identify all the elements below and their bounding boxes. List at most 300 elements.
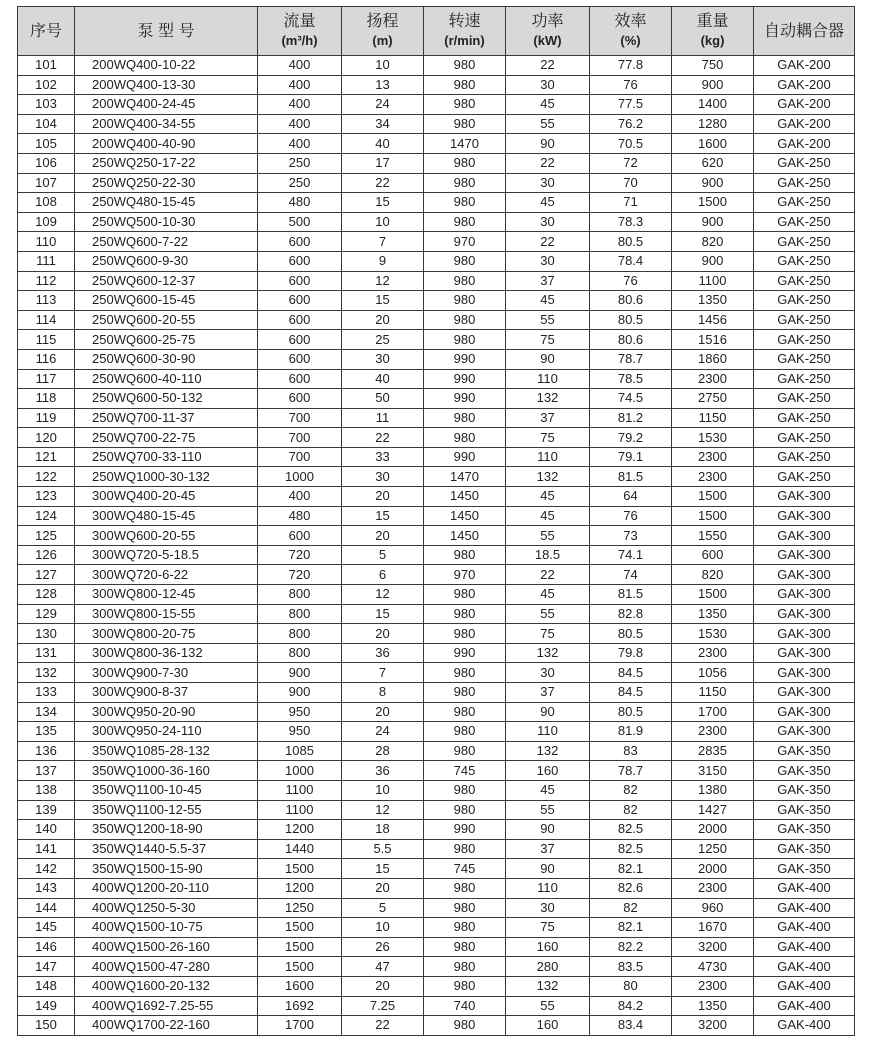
table-row <box>18 898 855 918</box>
cell-weight: 2300 <box>672 467 754 487</box>
cell-flow: 600 <box>258 291 342 311</box>
header-coupler <box>754 7 855 56</box>
cell-flow: 1600 <box>258 976 342 996</box>
cell-head: 9 <box>342 251 424 271</box>
cell-head: 12 <box>342 585 424 605</box>
cell-flow: 800 <box>258 643 342 663</box>
table-row <box>18 741 855 761</box>
cell-coupler: GAK-300 <box>754 526 855 546</box>
cell-model: 350WQ1500-15-90 <box>75 859 258 879</box>
cell-eff: 82.5 <box>590 839 672 859</box>
cell-power: 22 <box>506 56 590 76</box>
cell-speed: 745 <box>424 859 506 879</box>
cell-flow: 800 <box>258 624 342 644</box>
cell-coupler: GAK-300 <box>754 663 855 683</box>
cell-flow: 1200 <box>258 878 342 898</box>
cell-power: 55 <box>506 604 590 624</box>
table-row <box>18 56 855 76</box>
cell-power: 90 <box>506 820 590 840</box>
cell-no: 114 <box>18 310 75 330</box>
cell-eff: 78.7 <box>590 761 672 781</box>
table-row <box>18 291 855 311</box>
cell-weight: 2300 <box>672 722 754 742</box>
cell-model: 250WQ700-11-37 <box>75 408 258 428</box>
cell-weight: 1100 <box>672 271 754 291</box>
cell-weight: 2300 <box>672 643 754 663</box>
cell-head: 36 <box>342 643 424 663</box>
cell-power: 22 <box>506 153 590 173</box>
cell-eff: 77.8 <box>590 56 672 76</box>
cell-model: 300WQ800-20-75 <box>75 624 258 644</box>
cell-weight: 1350 <box>672 604 754 624</box>
cell-no: 133 <box>18 683 75 703</box>
cell-power: 110 <box>506 369 590 389</box>
cell-flow: 600 <box>258 389 342 409</box>
cell-power: 30 <box>506 663 590 683</box>
cell-no: 126 <box>18 545 75 565</box>
cell-head: 20 <box>342 487 424 507</box>
cell-head: 47 <box>342 957 424 977</box>
table-row <box>18 310 855 330</box>
cell-coupler: GAK-250 <box>754 193 855 213</box>
cell-eff: 78.3 <box>590 212 672 232</box>
cell-speed: 980 <box>424 663 506 683</box>
cell-power: 132 <box>506 741 590 761</box>
cell-eff: 70 <box>590 173 672 193</box>
table-row <box>18 95 855 115</box>
cell-weight: 620 <box>672 153 754 173</box>
cell-power: 37 <box>506 271 590 291</box>
cell-flow: 600 <box>258 349 342 369</box>
cell-eff: 82 <box>590 780 672 800</box>
cell-coupler: GAK-400 <box>754 918 855 938</box>
cell-power: 160 <box>506 761 590 781</box>
cell-speed: 990 <box>424 447 506 467</box>
table-row <box>18 957 855 977</box>
cell-head: 12 <box>342 271 424 291</box>
header-eff-unit: (%) <box>620 33 641 48</box>
cell-flow: 1500 <box>258 918 342 938</box>
cell-coupler: GAK-250 <box>754 447 855 467</box>
cell-head: 7.25 <box>342 996 424 1016</box>
cell-coupler: GAK-350 <box>754 761 855 781</box>
cell-model: 250WQ500-10-30 <box>75 212 258 232</box>
header-no <box>18 7 75 56</box>
cell-flow: 1500 <box>258 957 342 977</box>
cell-power: 45 <box>506 95 590 115</box>
cell-speed: 980 <box>424 683 506 703</box>
table-row <box>18 271 855 291</box>
cell-model: 250WQ250-22-30 <box>75 173 258 193</box>
cell-model: 250WQ700-22-75 <box>75 428 258 448</box>
cell-speed: 980 <box>424 800 506 820</box>
cell-eff: 80.5 <box>590 702 672 722</box>
cell-model: 350WQ1085-28-132 <box>75 741 258 761</box>
cell-eff: 82.1 <box>590 859 672 879</box>
cell-weight: 1056 <box>672 663 754 683</box>
table-row <box>18 859 855 879</box>
cell-head: 28 <box>342 741 424 761</box>
cell-coupler: GAK-250 <box>754 232 855 252</box>
cell-model: 300WQ400-20-45 <box>75 487 258 507</box>
cell-coupler: GAK-300 <box>754 683 855 703</box>
cell-head: 5.5 <box>342 839 424 859</box>
cell-power: 132 <box>506 643 590 663</box>
cell-head: 5 <box>342 545 424 565</box>
cell-eff: 82.8 <box>590 604 672 624</box>
cell-speed: 980 <box>424 173 506 193</box>
cell-speed: 980 <box>424 408 506 428</box>
cell-model: 300WQ480-15-45 <box>75 506 258 526</box>
table-row <box>18 506 855 526</box>
spec-table-container <box>17 6 855 1036</box>
cell-no: 125 <box>18 526 75 546</box>
cell-no: 146 <box>18 937 75 957</box>
cell-no: 129 <box>18 604 75 624</box>
cell-head: 20 <box>342 526 424 546</box>
cell-power: 160 <box>506 937 590 957</box>
table-row <box>18 330 855 350</box>
cell-weight: 1280 <box>672 114 754 134</box>
cell-speed: 980 <box>424 95 506 115</box>
cell-power: 75 <box>506 624 590 644</box>
cell-head: 17 <box>342 153 424 173</box>
table-row <box>18 604 855 624</box>
cell-speed: 970 <box>424 232 506 252</box>
cell-flow: 900 <box>258 663 342 683</box>
cell-flow: 800 <box>258 585 342 605</box>
cell-flow: 700 <box>258 428 342 448</box>
header-speed-label: 转速 <box>448 13 481 30</box>
table-row <box>18 134 855 154</box>
cell-flow: 600 <box>258 232 342 252</box>
cell-coupler: GAK-250 <box>754 271 855 291</box>
cell-weight: 1700 <box>672 702 754 722</box>
cell-no: 143 <box>18 878 75 898</box>
cell-power: 45 <box>506 487 590 507</box>
header-weight-label: 重量 <box>696 13 729 30</box>
cell-weight: 960 <box>672 898 754 918</box>
cell-weight: 1150 <box>672 408 754 428</box>
cell-eff: 84.5 <box>590 683 672 703</box>
table-row <box>18 545 855 565</box>
cell-weight: 1516 <box>672 330 754 350</box>
cell-coupler: GAK-400 <box>754 1016 855 1036</box>
cell-eff: 79.8 <box>590 643 672 663</box>
cell-power: 45 <box>506 780 590 800</box>
cell-speed: 980 <box>424 291 506 311</box>
cell-model: 400WQ1692-7.25-55 <box>75 996 258 1016</box>
header-power-unit: (kW) <box>533 33 562 48</box>
cell-no: 107 <box>18 173 75 193</box>
cell-flow: 1200 <box>258 820 342 840</box>
cell-no: 119 <box>18 408 75 428</box>
cell-head: 36 <box>342 761 424 781</box>
cell-weight: 820 <box>672 232 754 252</box>
cell-eff: 83.5 <box>590 957 672 977</box>
cell-coupler: GAK-300 <box>754 487 855 507</box>
cell-head: 10 <box>342 918 424 938</box>
cell-head: 20 <box>342 878 424 898</box>
cell-eff: 78.5 <box>590 369 672 389</box>
cell-eff: 81.5 <box>590 467 672 487</box>
cell-head: 13 <box>342 75 424 95</box>
cell-eff: 82.1 <box>590 918 672 938</box>
cell-flow: 400 <box>258 75 342 95</box>
cell-no: 123 <box>18 487 75 507</box>
cell-weight: 1600 <box>672 134 754 154</box>
cell-head: 15 <box>342 193 424 213</box>
cell-speed: 980 <box>424 56 506 76</box>
cell-head: 30 <box>342 467 424 487</box>
cell-coupler: GAK-250 <box>754 330 855 350</box>
cell-weight: 900 <box>672 173 754 193</box>
cell-eff: 77.5 <box>590 95 672 115</box>
cell-flow: 1500 <box>258 859 342 879</box>
cell-weight: 1350 <box>672 996 754 1016</box>
cell-flow: 1250 <box>258 898 342 918</box>
cell-model: 200WQ400-10-22 <box>75 56 258 76</box>
cell-power: 22 <box>506 565 590 585</box>
cell-coupler: GAK-400 <box>754 937 855 957</box>
cell-eff: 82 <box>590 898 672 918</box>
cell-no: 148 <box>18 976 75 996</box>
cell-head: 33 <box>342 447 424 467</box>
cell-coupler: GAK-250 <box>754 428 855 448</box>
cell-model: 250WQ600-9-30 <box>75 251 258 271</box>
cell-eff: 76 <box>590 75 672 95</box>
cell-speed: 980 <box>424 839 506 859</box>
cell-flow: 1085 <box>258 741 342 761</box>
cell-no: 130 <box>18 624 75 644</box>
cell-head: 22 <box>342 173 424 193</box>
cell-model: 250WQ1000-30-132 <box>75 467 258 487</box>
cell-speed: 990 <box>424 820 506 840</box>
cell-head: 10 <box>342 780 424 800</box>
cell-flow: 1700 <box>258 1016 342 1036</box>
cell-head: 40 <box>342 134 424 154</box>
pump-spec-table <box>17 6 855 1036</box>
cell-coupler: GAK-200 <box>754 56 855 76</box>
cell-no: 118 <box>18 389 75 409</box>
cell-coupler: GAK-350 <box>754 820 855 840</box>
cell-speed: 990 <box>424 369 506 389</box>
cell-eff: 76.2 <box>590 114 672 134</box>
cell-coupler: GAK-300 <box>754 643 855 663</box>
cell-speed: 1470 <box>424 467 506 487</box>
cell-power: 280 <box>506 957 590 977</box>
cell-coupler: GAK-300 <box>754 565 855 585</box>
cell-speed: 980 <box>424 722 506 742</box>
cell-speed: 745 <box>424 761 506 781</box>
cell-weight: 600 <box>672 545 754 565</box>
cell-coupler: GAK-400 <box>754 996 855 1016</box>
cell-no: 138 <box>18 780 75 800</box>
cell-no: 135 <box>18 722 75 742</box>
cell-no: 134 <box>18 702 75 722</box>
cell-speed: 980 <box>424 310 506 330</box>
cell-eff: 79.2 <box>590 428 672 448</box>
cell-no: 144 <box>18 898 75 918</box>
table-row <box>18 428 855 448</box>
cell-head: 24 <box>342 95 424 115</box>
cell-eff: 81.9 <box>590 722 672 742</box>
header-power <box>506 7 590 56</box>
cell-no: 110 <box>18 232 75 252</box>
cell-weight: 1456 <box>672 310 754 330</box>
header-eff <box>590 7 672 56</box>
cell-flow: 1000 <box>258 761 342 781</box>
table-row <box>18 996 855 1016</box>
header-power-label: 功率 <box>531 13 564 30</box>
cell-coupler: GAK-250 <box>754 291 855 311</box>
cell-power: 132 <box>506 976 590 996</box>
cell-weight: 2300 <box>672 447 754 467</box>
cell-head: 50 <box>342 389 424 409</box>
table-row <box>18 114 855 134</box>
cell-speed: 980 <box>424 428 506 448</box>
table-row <box>18 369 855 389</box>
cell-eff: 83 <box>590 741 672 761</box>
cell-head: 10 <box>342 212 424 232</box>
header-no-label: 序号 <box>29 22 62 40</box>
cell-weight: 750 <box>672 56 754 76</box>
cell-flow: 720 <box>258 545 342 565</box>
cell-power: 30 <box>506 75 590 95</box>
table-row <box>18 683 855 703</box>
cell-flow: 600 <box>258 330 342 350</box>
header-speed-unit: (r/min) <box>444 33 485 48</box>
table-row <box>18 408 855 428</box>
cell-weight: 1427 <box>672 800 754 820</box>
cell-no: 117 <box>18 369 75 389</box>
cell-eff: 76 <box>590 271 672 291</box>
cell-weight: 820 <box>672 565 754 585</box>
cell-power: 110 <box>506 722 590 742</box>
cell-coupler: GAK-250 <box>754 251 855 271</box>
cell-no: 113 <box>18 291 75 311</box>
cell-flow: 950 <box>258 702 342 722</box>
cell-power: 37 <box>506 408 590 428</box>
cell-flow: 1000 <box>258 467 342 487</box>
cell-eff: 74.1 <box>590 545 672 565</box>
cell-speed: 980 <box>424 780 506 800</box>
cell-power: 90 <box>506 349 590 369</box>
cell-weight: 1530 <box>672 624 754 644</box>
cell-model: 300WQ950-20-90 <box>75 702 258 722</box>
cell-no: 137 <box>18 761 75 781</box>
cell-eff: 82.6 <box>590 878 672 898</box>
cell-power: 90 <box>506 702 590 722</box>
cell-model: 250WQ700-33-110 <box>75 447 258 467</box>
cell-weight: 1670 <box>672 918 754 938</box>
cell-head: 10 <box>342 56 424 76</box>
cell-coupler: GAK-200 <box>754 114 855 134</box>
cell-eff: 78.4 <box>590 251 672 271</box>
cell-speed: 980 <box>424 545 506 565</box>
cell-speed: 970 <box>424 565 506 585</box>
cell-eff: 80.5 <box>590 232 672 252</box>
cell-power: 22 <box>506 232 590 252</box>
cell-model: 300WQ600-20-55 <box>75 526 258 546</box>
cell-weight: 900 <box>672 75 754 95</box>
cell-flow: 600 <box>258 251 342 271</box>
cell-head: 7 <box>342 232 424 252</box>
cell-weight: 1500 <box>672 193 754 213</box>
cell-eff: 84.2 <box>590 996 672 1016</box>
cell-flow: 480 <box>258 193 342 213</box>
cell-no: 139 <box>18 800 75 820</box>
cell-model: 250WQ600-30-90 <box>75 349 258 369</box>
cell-flow: 900 <box>258 683 342 703</box>
table-row <box>18 820 855 840</box>
cell-speed: 980 <box>424 878 506 898</box>
cell-model: 350WQ1200-18-90 <box>75 820 258 840</box>
cell-flow: 600 <box>258 526 342 546</box>
cell-flow: 400 <box>258 487 342 507</box>
cell-no: 150 <box>18 1016 75 1036</box>
cell-model: 400WQ1700-22-160 <box>75 1016 258 1036</box>
cell-weight: 2300 <box>672 878 754 898</box>
cell-model: 400WQ1500-47-280 <box>75 957 258 977</box>
cell-speed: 980 <box>424 271 506 291</box>
cell-flow: 250 <box>258 173 342 193</box>
cell-model: 400WQ1500-10-75 <box>75 918 258 938</box>
cell-weight: 1350 <box>672 291 754 311</box>
cell-model: 350WQ1440-5.5-37 <box>75 839 258 859</box>
cell-flow: 1692 <box>258 996 342 1016</box>
cell-power: 30 <box>506 173 590 193</box>
cell-head: 40 <box>342 369 424 389</box>
cell-flow: 720 <box>258 565 342 585</box>
table-row <box>18 389 855 409</box>
cell-eff: 72 <box>590 153 672 173</box>
cell-no: 140 <box>18 820 75 840</box>
cell-speed: 980 <box>424 1016 506 1036</box>
cell-eff: 84.5 <box>590 663 672 683</box>
cell-model: 250WQ600-40-110 <box>75 369 258 389</box>
cell-speed: 1450 <box>424 526 506 546</box>
cell-model: 200WQ400-24-45 <box>75 95 258 115</box>
cell-power: 55 <box>506 996 590 1016</box>
cell-weight: 2000 <box>672 859 754 879</box>
cell-power: 55 <box>506 800 590 820</box>
cell-flow: 1100 <box>258 780 342 800</box>
cell-coupler: GAK-200 <box>754 95 855 115</box>
cell-head: 12 <box>342 800 424 820</box>
cell-head: 26 <box>342 937 424 957</box>
cell-eff: 73 <box>590 526 672 546</box>
cell-coupler: GAK-200 <box>754 134 855 154</box>
cell-eff: 80.5 <box>590 624 672 644</box>
cell-speed: 1470 <box>424 134 506 154</box>
cell-model: 300WQ800-12-45 <box>75 585 258 605</box>
cell-no: 147 <box>18 957 75 977</box>
cell-speed: 980 <box>424 604 506 624</box>
cell-weight: 2000 <box>672 820 754 840</box>
cell-speed: 990 <box>424 349 506 369</box>
cell-power: 37 <box>506 683 590 703</box>
cell-no: 111 <box>18 251 75 271</box>
cell-no: 102 <box>18 75 75 95</box>
cell-no: 106 <box>18 153 75 173</box>
cell-speed: 980 <box>424 918 506 938</box>
cell-weight: 1500 <box>672 506 754 526</box>
cell-weight: 900 <box>672 212 754 232</box>
cell-head: 30 <box>342 349 424 369</box>
cell-coupler: GAK-300 <box>754 604 855 624</box>
table-row <box>18 663 855 683</box>
